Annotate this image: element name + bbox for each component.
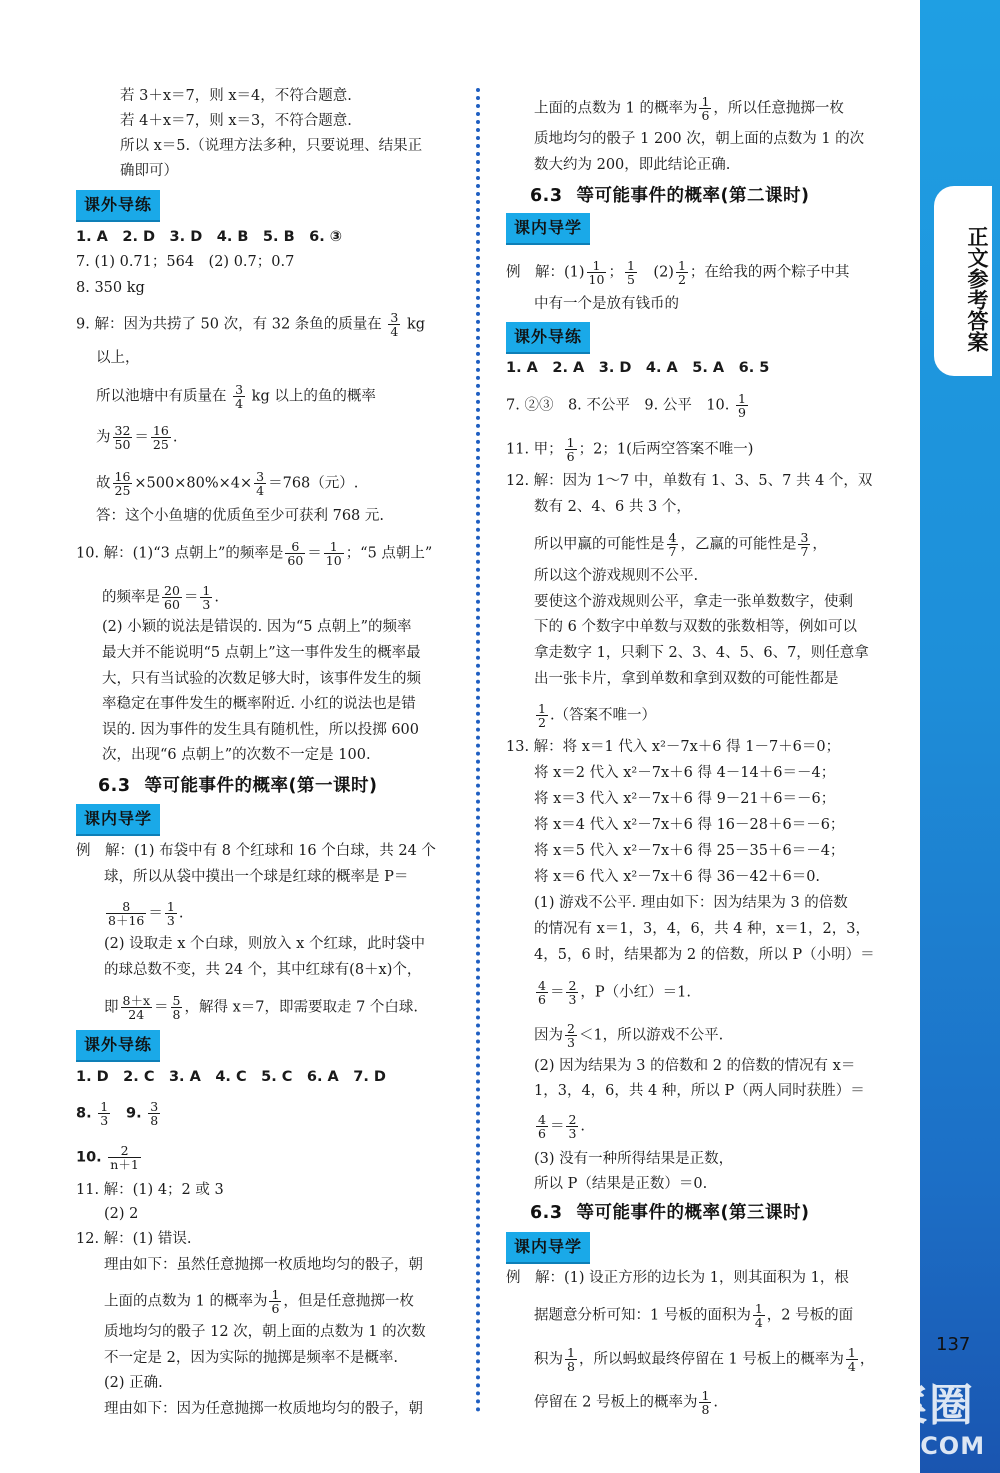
section-number: 6.3	[530, 1203, 563, 1223]
text: 因为	[534, 1027, 563, 1044]
text: ，所以蚂蚁最终停留在 1 号板上的概率为	[578, 1351, 844, 1368]
text-line	[104, 994, 418, 1021]
text: (2)	[638, 264, 674, 281]
denominator: 3	[100, 1113, 109, 1128]
page-number: 137	[936, 1334, 971, 1355]
watermark-line2: MXQE.COM	[826, 1432, 986, 1460]
fraction	[269, 1288, 281, 1315]
text: ＝	[154, 999, 169, 1016]
numerator: 1	[701, 1388, 710, 1403]
text-line	[534, 1346, 874, 1373]
section-tag: 课外导练	[76, 1030, 160, 1062]
text: 上面的点数为 1 的概率为	[104, 1293, 268, 1310]
text-line: 确即可）	[120, 163, 178, 179]
text: 10. 解：(1)“3 点朝上”的频率是	[76, 545, 284, 562]
text-line: 不一定是 2，因为实际的抛掷是频率不是概率.	[104, 1350, 398, 1366]
text: 上面的点数为 1 的概率为	[534, 100, 698, 117]
text-line	[96, 424, 177, 451]
numerator: 16	[114, 469, 131, 484]
answer-line: 11. 解：(1) 4；2 或 3	[76, 1182, 224, 1198]
text: 故	[96, 475, 111, 492]
numerator: 4	[538, 978, 546, 993]
text-line: 所以 P（结果是正数）＝0.	[534, 1176, 708, 1192]
denominator: 2	[538, 715, 546, 730]
denominator: 7	[800, 544, 809, 559]
text-line: 将 x＝3 代入 x²－7x＋6 得 9－21＋6＝－6；	[534, 791, 836, 807]
text: 即	[104, 999, 119, 1016]
text: ，所以任意抛掷一枚	[713, 100, 844, 117]
text: .	[214, 589, 219, 606]
text-line: 次，出现“6 点朝上”的次数不一定是 100.	[102, 747, 371, 763]
denominator: 7	[668, 544, 677, 559]
text-line: 最大并不能说明“5 点朝上”这一事件发生的概率最	[102, 645, 421, 661]
text: ，解得 x＝7，即需要取走 7 个白球.	[184, 999, 419, 1016]
text-line: 球，所以从袋中摸出一个球是红球的概率是 P＝	[104, 869, 409, 885]
denominator: 3	[166, 913, 175, 928]
text-line	[506, 259, 849, 286]
fraction	[699, 95, 711, 122]
section-number: 6.3	[98, 776, 131, 796]
text: .（答案不唯一）	[549, 707, 657, 724]
section-tag: 课内导学	[76, 804, 160, 836]
section-tag: 课内导学	[506, 213, 590, 245]
text-line: 数有 2、4、6 共 3 个，	[534, 499, 691, 515]
fraction	[151, 424, 171, 451]
fraction	[565, 436, 577, 463]
text: ＝	[134, 429, 149, 446]
text: ＝	[307, 545, 322, 562]
text-line	[102, 584, 219, 611]
denominator: 3	[568, 1126, 577, 1141]
section-heading	[530, 182, 810, 207]
text-line	[104, 1288, 414, 1315]
denominator: 4	[256, 483, 265, 498]
fraction	[565, 1022, 577, 1049]
numerator: 8	[106, 900, 146, 914]
section-title: 等可能事件的概率(第三课时)	[576, 1203, 810, 1223]
numerator: 1	[166, 899, 175, 914]
denominator: 8	[172, 1007, 181, 1022]
denominator: 10	[325, 553, 342, 568]
text: 9.	[126, 1105, 142, 1122]
text-line	[96, 470, 358, 497]
denominator: 8	[150, 1113, 159, 1128]
numerator: 2	[568, 1112, 577, 1127]
text-line: 所以这个游戏规则不公平.	[534, 568, 699, 584]
fraction	[798, 531, 810, 558]
numerator: 1	[567, 1345, 575, 1360]
text-line: 率稳定在事件发生的概率附近. 小红的说法也是错	[102, 696, 416, 712]
fraction	[388, 311, 400, 338]
text-line: 1，3，4，6，共 4 种，所以 P（两人同时获胜）＝	[534, 1083, 865, 1099]
denominator: 4	[847, 1359, 856, 1374]
watermark	[812, 1380, 1000, 1473]
text-line	[534, 1389, 718, 1416]
text: 积为	[534, 1351, 563, 1368]
section-tag: 课内导学	[506, 1232, 590, 1264]
section-tag: 课外导练	[76, 190, 160, 222]
watermark-line1: 答案圈	[837, 1380, 975, 1431]
numerator: 1	[271, 1287, 280, 1302]
text-line	[534, 1113, 585, 1140]
section-heading	[530, 1199, 810, 1224]
answer-line: 1. A 2. D 3. D 4. B 5. B 6. ③	[76, 229, 343, 245]
text-line: 将 x＝6 代入 x²－7x＋6 得 36－42＋6＝0.	[534, 869, 821, 885]
denominator: 3	[567, 1035, 575, 1050]
text-line: 若 4＋x＝7，则 x＝3，不符合题意.	[120, 113, 352, 129]
text: ＝	[549, 1118, 565, 1135]
text: .	[580, 1118, 586, 1135]
text-line: (2) 小颖的说法是错误的. 因为“5 点朝上”的频率	[102, 619, 412, 635]
text: ，但是任意抛掷一枚	[283, 1293, 414, 1310]
fraction	[324, 540, 344, 567]
text-line	[534, 1022, 723, 1049]
numerator: 3	[390, 310, 399, 325]
answer-line: 12. 解：(1) 错误.	[76, 1231, 192, 1247]
text: ＜1，所以游戏不公平.	[578, 1027, 724, 1044]
numerator: 4	[538, 1112, 546, 1127]
text: 10.	[76, 1149, 102, 1166]
text: kg	[406, 316, 426, 333]
text: kg 以上的鱼的概率	[251, 388, 376, 405]
side-tab-label: 正文参考答案	[934, 186, 992, 376]
denominator: 24	[128, 1007, 145, 1022]
denominator: 8	[567, 1359, 575, 1374]
denominator: 3	[568, 992, 577, 1007]
fraction	[165, 900, 177, 927]
numerator: 1	[847, 1345, 856, 1360]
denominator: 6	[538, 992, 546, 1007]
text-line: 的球总数不变，共 24 个，其中红球有(8＋x)个，	[104, 962, 422, 978]
fraction	[625, 259, 637, 286]
fraction	[587, 259, 607, 286]
text: 7. ②③ 8. 不公平 9. 公平 10.	[506, 397, 730, 414]
numerator: 16	[152, 423, 169, 438]
text: 8.	[76, 1105, 92, 1122]
text: 9. 解：因为共捞了 50 次，有 32 条鱼的质量在	[76, 316, 382, 333]
fraction	[254, 470, 266, 497]
denominator: 25	[152, 437, 169, 452]
text-line: 出一张卡片，拿到单数和拿到双数的可能性都是	[534, 671, 839, 687]
denominator: 5	[626, 272, 635, 287]
fraction	[699, 1389, 711, 1416]
fraction	[536, 979, 548, 1006]
text-line: (1) 游戏不公平. 理由如下：因为结果为 3 的倍数	[534, 895, 848, 911]
fraction	[736, 392, 748, 419]
text: 例 解：(1)	[506, 264, 585, 281]
text: .	[178, 905, 184, 922]
denominator: 6	[701, 108, 710, 123]
fraction	[565, 1346, 577, 1373]
text-line: 4，5，6 时，结果都为 2 的倍数，所以 P（小明）＝	[534, 947, 875, 963]
text: 所以甲赢的可能性是	[534, 536, 665, 553]
answer-line: 8. 350 kg	[76, 280, 145, 296]
text: ；	[608, 264, 623, 281]
numerator: 1	[701, 94, 710, 109]
text: ，2 号板的面	[766, 1307, 854, 1324]
text-line: 将 x＝4 代入 x²－7x＋6 得 16－28＋6＝－6；	[534, 817, 845, 833]
numerator: 8＋x	[122, 993, 151, 1008]
text: 的频率是	[102, 589, 160, 606]
fraction	[171, 994, 183, 1021]
fraction	[753, 1302, 765, 1329]
fraction	[846, 1346, 858, 1373]
numerator: 4	[668, 530, 677, 545]
answer-line	[76, 1100, 162, 1127]
numerator: 3	[800, 530, 809, 545]
fraction	[162, 584, 182, 611]
answer-line	[76, 540, 432, 567]
text-line: 质地均匀的骰子 12 次，朝上面的点数为 1 的次数	[104, 1324, 426, 1340]
fraction	[566, 1113, 578, 1140]
text: 停留在 2 号板上的概率为	[534, 1394, 698, 1411]
denominator: 4	[754, 1315, 763, 1330]
text-line: 将 x＝5 代入 x²－7x＋6 得 25－35＋6＝－4；	[534, 843, 845, 859]
numerator: 3	[256, 469, 265, 484]
fraction	[285, 540, 305, 567]
text: 11. 甲；	[506, 441, 563, 458]
numerator: 2	[108, 1144, 141, 1158]
text-line: 理由如下：因为任意抛掷一枚质地均匀的骰子，朝	[104, 1401, 423, 1417]
numerator: 20	[164, 583, 180, 598]
numerator: 6	[285, 540, 305, 554]
text-line: 质地均匀的骰子 1 200 次，朝上面的点数为 1 的次	[534, 131, 865, 147]
section-tag: 课外导练	[506, 322, 590, 354]
text-line: 以上，	[96, 350, 140, 366]
answer-line: 1. D 2. C 3. A 4. C 5. C 6. A 7. D	[76, 1069, 386, 1085]
denominator: 8＋16	[108, 913, 145, 928]
numerator: 1	[202, 583, 211, 598]
answer-line: 13. 解：将 x＝1 代入 x²－7x＋6 得 1－7＋6＝0；	[506, 739, 841, 755]
denominator: 60	[164, 597, 180, 612]
fraction	[233, 383, 245, 410]
text-line: 数大约为 200，即此结论正确.	[534, 157, 731, 173]
fraction	[667, 531, 679, 558]
section-title: 等可能事件的概率(第二课时)	[576, 186, 810, 206]
text-line: 例 解：(1) 布袋中有 8 个红球和 16 个白球，共 24 个	[76, 843, 436, 859]
fraction	[113, 424, 133, 451]
text: ，P（小红）＝1.	[580, 984, 691, 1001]
text: ＝	[549, 984, 565, 1001]
text-line: 大，只有当试验的次数足够大时，该事件发生的频	[102, 671, 421, 687]
numerator: 32	[114, 423, 131, 438]
denominator: 6	[566, 449, 575, 464]
fraction	[106, 900, 146, 927]
text-line: 答：这个小鱼塘的优质鱼至少可获利 768 元.	[96, 508, 385, 524]
text: 据题意分析可知：1 号板的面积为	[534, 1307, 751, 1324]
numerator: 1	[754, 1301, 763, 1316]
text-line: 误的. 因为事件的发生具有随机性，所以投掷 600	[102, 722, 420, 738]
text: 为	[96, 429, 111, 446]
text-line: (2) 正确.	[104, 1375, 163, 1391]
text-line: 所以 x＝5.（说理方法多种，只要说理、结果正	[120, 138, 423, 154]
text-line: (3) 没有一种所得结果是正数，	[534, 1151, 734, 1167]
text-line: 的情况有 x＝1，3，4，6，共 4 种，x＝1，2，3，	[534, 921, 870, 937]
text-line	[104, 900, 183, 927]
text: .	[713, 1394, 719, 1411]
fraction	[536, 1113, 548, 1140]
text: ＝768（元）.	[268, 475, 359, 492]
denominator: 10	[588, 272, 605, 287]
answer-line	[506, 392, 750, 419]
numerator: 5	[172, 993, 181, 1008]
text: ×500×80%×4×	[134, 475, 253, 492]
numerator: 1	[677, 258, 686, 273]
answer-line: 12. 解：因为 1～7 中，单数有 1、3、5、7 共 4 个，双	[506, 473, 873, 489]
denominator: 50	[114, 437, 131, 452]
numerator: 1	[626, 258, 635, 273]
numerator: 1	[538, 701, 546, 716]
text-line: (2) 设取走 x 个白球，则放入 x 个红球，此时袋中	[104, 936, 425, 952]
numerator: 1	[324, 540, 344, 554]
denominator: 6	[538, 1126, 546, 1141]
numerator: 1	[566, 435, 575, 450]
text-line: (2) 因为结果为 3 的倍数和 2 的倍数的情况有 x＝	[534, 1058, 856, 1074]
text-line	[534, 95, 844, 122]
text-line: 拿走数字 1，只剩下 2、3、4、5、6、7，则任意拿	[534, 645, 869, 661]
text-line: (2) 2	[104, 1206, 139, 1222]
section-number: 6.3	[530, 186, 563, 206]
fraction	[121, 994, 153, 1021]
denominator: 4	[235, 396, 244, 411]
denominator: n＋1	[110, 1157, 139, 1172]
text: ＝	[148, 905, 163, 922]
denominator: 25	[114, 483, 131, 498]
answer-line	[506, 436, 753, 463]
text-line: 例 解：(1) 设正方形的边长为 1，则其面积为 1，根	[506, 1270, 849, 1286]
text-line	[534, 1302, 853, 1329]
text: ，	[812, 536, 827, 553]
text-line: 中有一个是放有钱币的	[534, 296, 679, 312]
numerator: 1	[738, 391, 746, 406]
text: ；在给我的两个粽子中其	[689, 264, 850, 281]
denominator: 3	[202, 597, 211, 612]
denominator: 4	[390, 324, 399, 339]
column-divider	[476, 88, 480, 1413]
text: ，乙赢的可能性是	[680, 536, 797, 553]
numerator: 3	[150, 1099, 159, 1114]
text-line: 下的 6 个数字中单数与双数的张数相等，例如可以	[534, 619, 857, 635]
answer-line	[76, 1144, 143, 1171]
denominator: 9	[738, 405, 746, 420]
text-line: 理由如下：虽然任意抛掷一枚质地均匀的骰子，朝	[104, 1257, 423, 1273]
section-heading	[98, 772, 378, 797]
numerator: 2	[567, 1021, 575, 1036]
answer-line: 1. A 2. A 3. D 4. A 5. A 6. 5	[506, 360, 770, 376]
section-title: 等可能事件的概率(第一课时)	[144, 776, 378, 796]
text: ，	[859, 1351, 875, 1368]
text: ；2；1(后两空答案不唯一)	[578, 441, 754, 458]
text: 所以池塘中有质量在	[96, 388, 227, 405]
fraction	[566, 979, 578, 1006]
numerator: 2	[568, 978, 577, 993]
fraction	[148, 1100, 160, 1127]
text-line: 若 3＋x＝7，则 x＝4，不符合题意.	[120, 88, 352, 104]
numerator: 1	[100, 1099, 109, 1114]
fraction	[536, 702, 548, 729]
fraction	[200, 584, 212, 611]
fraction	[98, 1100, 110, 1127]
answer-line: 7. (1) 0.71；564 (2) 0.7；0.7	[76, 254, 295, 270]
text-line	[534, 702, 656, 729]
text-line	[96, 383, 376, 410]
numerator: 1	[587, 259, 607, 273]
denominator: 8	[701, 1402, 710, 1417]
numerator: 3	[235, 382, 244, 397]
text-line	[534, 531, 827, 558]
text: ；“5 点朝上”	[345, 545, 433, 562]
answer-line	[76, 311, 425, 338]
text-line	[534, 979, 691, 1006]
denominator: 2	[677, 272, 686, 287]
text: ＝	[183, 589, 199, 606]
text-line: 要使这个游戏规则公平，拿走一张单数数字，使剩	[534, 594, 853, 610]
text-line: 将 x＝2 代入 x²－7x＋6 得 4－14＋6＝－4；	[534, 765, 836, 781]
denominator: 6	[271, 1301, 280, 1316]
fraction	[108, 1144, 141, 1171]
fraction	[676, 259, 688, 286]
denominator: 60	[287, 553, 304, 568]
fraction	[113, 470, 133, 497]
text: .	[172, 429, 178, 446]
